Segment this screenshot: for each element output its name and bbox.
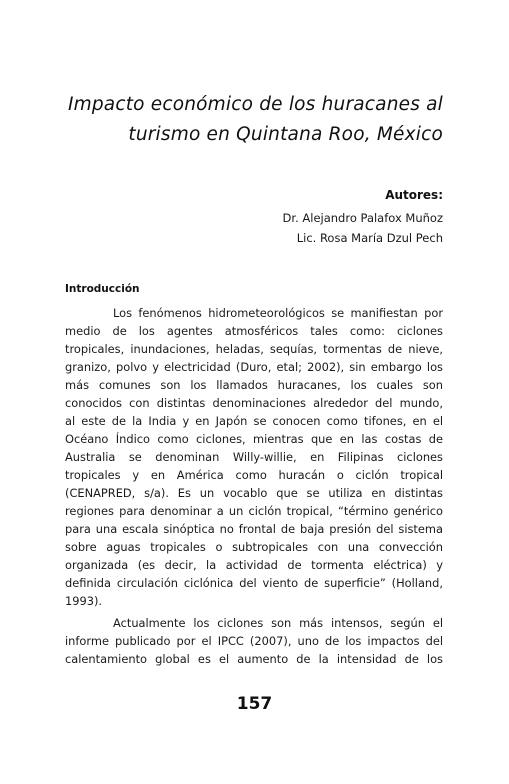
paragraph-line: organizada (es decir, la actividad de tormenta eléctrica) y <box>65 558 443 572</box>
section-heading: Introducción <box>65 283 140 295</box>
paragraph-line: definida circulación ciclónica del viento de superficie” (Holland, <box>65 576 443 590</box>
paragraph-line: 1993). <box>65 594 103 608</box>
paragraph-line: Actualmente los ciclones son más intensos, según el <box>113 616 443 630</box>
paragraph-line: regiones para denominar a un ciclón tropical, “término genérico <box>65 504 443 518</box>
paragraph-line: calentamiento global es el aumento de la intensidad de los <box>65 652 443 666</box>
paragraph-line: Océano Índico como ciclones, mientras que en las costas de <box>65 432 443 446</box>
paragraph-line: Australia se denominan Willy-willie, en Filipinas ciclones <box>65 450 443 464</box>
paragraph-line: para una escala sinóptica no frontal de baja presión del sistema <box>65 522 443 536</box>
paragraph-line: (CENAPRED, s/a). Es un vocablo que se utiliza en distintas <box>65 486 443 500</box>
paragraph-line: tropicales y en América como huracán o ciclón tropical <box>65 468 443 482</box>
document-title <box>43 90 443 150</box>
paragraph-line: más comunes son los llamados huracanes, los cuales son <box>65 378 443 392</box>
paragraph-line: sobre aguas tropicales o subtropicales con una convección <box>65 540 443 554</box>
author-name: Dr. Alejandro Palafox Muñoz <box>282 211 443 225</box>
author-name: Lic. Rosa María Dzul Pech <box>296 231 443 245</box>
page-number: 157 <box>236 694 273 714</box>
title-line-2: turismo en Quintana Roo, México <box>128 124 443 145</box>
title-line-1: Impacto económico de los huracanes al <box>67 94 443 115</box>
paragraph-line: granizo, polvo y electricidad (Duro, etal; 2002), sin embargo los <box>65 360 443 374</box>
paragraph-line: medio de los agentes atmosféricos tales como: ciclones <box>65 324 443 338</box>
paragraph-line: al este de la India y en Japón se conocen como tifones, en el <box>65 414 443 428</box>
paragraph-line: informe publicado por el IPCC (2007), uno de los impactos del <box>65 634 443 648</box>
authors-heading: Autores: <box>385 188 443 202</box>
paragraph-1 <box>65 304 443 610</box>
paragraph-line: tropicales, inundaciones, heladas, sequías, tormentas de nieve, <box>65 342 443 356</box>
paragraph-2 <box>65 614 443 668</box>
paragraph-line: conocidos con distintas denominaciones alrededor del mundo, <box>65 396 443 410</box>
paragraph-line: Los fenómenos hidrometeorológicos se manifiestan por <box>113 306 443 320</box>
